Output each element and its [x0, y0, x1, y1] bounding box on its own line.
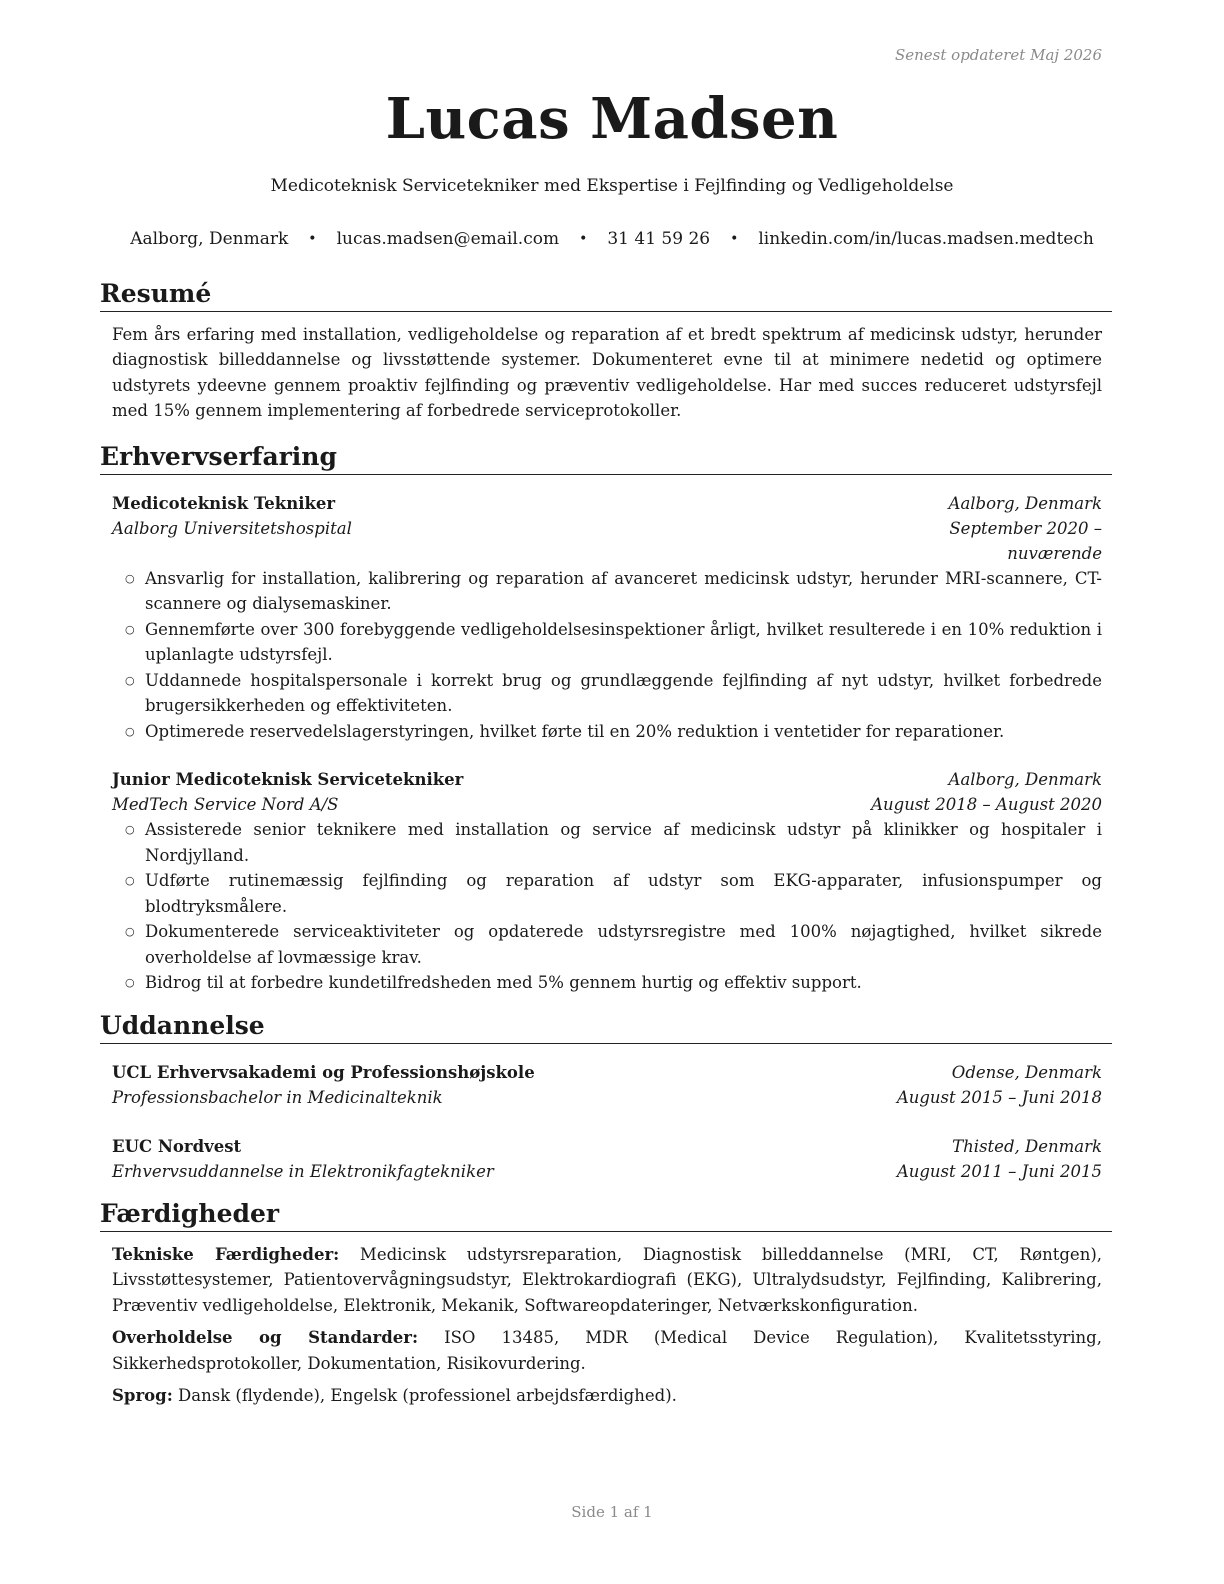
contact-phone: 31 41 59 26 [607, 229, 711, 249]
job-dates: August 2018 – August 2020 [871, 795, 1102, 815]
summary-text: Fem års erfaring med installation, vedligeholdelse og reparation af et bredt spektrum af medicinsk udstyr, herunder diagnostisk billeddannelse og livsstøttende systemer. Dokumenteret evne til at minimere nedetid og optimere udstyrets ydeevne gennem proaktiv fejlfinding og præventiv vedligeholdelse. Har med succes reduceret udstyrsfejl med 15% gennem implementering af forbedrede serviceprotokoller. [112, 324, 1102, 421]
job-location: Aalborg, Denmark [948, 770, 1102, 790]
skill-group [112, 1383, 1102, 1409]
skill-group [112, 1242, 1102, 1319]
list-item: ○ Assisterede senior teknikere med installation og service af medicinsk udstyr på klinikker og hospitaler i Nordjylland. [134, 817, 1102, 868]
job-bullets [112, 817, 1102, 996]
contact-line [0, 229, 1224, 249]
bullet-separator-icon: • [579, 231, 588, 247]
job-entry [112, 491, 1102, 745]
education-dates: August 2015 – Juni 2018 [896, 1087, 1102, 1107]
section-heading-education: Uddannelse [100, 1012, 1112, 1044]
school-name: EUC Nordvest [112, 1136, 242, 1156]
skill-group-label: Overholdelse og Standarder: [112, 1328, 419, 1348]
job-dates: September 2020 – nuværende [949, 518, 1102, 563]
skill-group-text: ISO 13485, MDR (Medical Device Regulation), Kvalitetsstyring, Sikkerhedsprotokoller, Dokumentation, Risikovurdering. [112, 1328, 1102, 1373]
school-name: UCL Erhvervsakademi og Professionshøjskole [112, 1062, 535, 1082]
skill-group-label: Tekniske Færdigheder: [112, 1244, 340, 1264]
education-dates: August 2011 – Juni 2015 [896, 1161, 1102, 1181]
skill-group-text: Medicinsk udstyrsreparation, Diagnostisk billeddannelse (MRI, CT, Røntgen), Livsstøttesystemer, Patientovervågningsudstyr, Elektrokardiografi (EKG), Ultralydsudstyr, Fejlfinding, Kalibrering, Præventiv vedligeholdelse, Elektronik, Mekanik, Softwareopdateringer, Netværkskonfiguration. [112, 1244, 1103, 1315]
skill-group [112, 1325, 1102, 1376]
list-item: ○ Bidrog til at forbedre kundetilfredsheden med 5% gennem hurtig og effektiv support. [134, 970, 1102, 996]
skill-group-label: Sprog: [112, 1386, 173, 1406]
hollow-bullet-icon: ○ [125, 673, 135, 687]
job-entry [112, 767, 1102, 996]
hollow-bullet-icon: ○ [125, 571, 135, 585]
hollow-bullet-icon: ○ [125, 823, 135, 837]
hollow-bullet-icon: ○ [125, 976, 135, 990]
hollow-bullet-icon: ○ [125, 622, 135, 636]
job-company: MedTech Service Nord A/S [112, 795, 339, 815]
skill-group-text: Dansk (flydende), Engelsk (professionel arbejdsfærdighed). [178, 1386, 677, 1406]
bullet-separator-icon: • [308, 231, 317, 247]
section-heading-summary: Resumé [100, 280, 1112, 312]
job-title: Medicoteknisk Tekniker [112, 493, 336, 513]
list-item: ○ Dokumenterede serviceaktiviteter og opdaterede udstyrsregistre med 100% nøjagtighed, hvilket sikrede overholdelse af lovmæssige krav. [134, 919, 1102, 970]
education-section [100, 1012, 1112, 1184]
page-number: Side 1 af 1 [571, 1503, 653, 1521]
section-heading-experience: Erhvervserfaring [100, 443, 1112, 475]
last-updated-note: Senest opdateret Maj 2026 [894, 46, 1102, 64]
list-item: ○ Uddannede hospitalspersonale i korrekt brug og grundlæggende fejlfinding af nyt udstyr, hvilket forbedrede brugersikkerheden og effektiviteten. [134, 668, 1102, 719]
contact-email[interactable]: lucas.madsen@email.com [336, 229, 560, 249]
degree: Professionsbachelor in Medicinalteknik [112, 1087, 443, 1107]
contact-linkedin[interactable]: linkedin.com/in/lucas.madsen.medtech [758, 229, 1094, 249]
skills-section [100, 1200, 1112, 1416]
degree: Erhvervsuddannelse in Elektronikfagtekniker [112, 1161, 494, 1181]
bullet-separator-icon: • [730, 231, 739, 247]
section-heading-skills: Færdigheder [100, 1200, 1112, 1232]
job-bullets [112, 566, 1102, 745]
professional-title: Medicoteknisk Servicetekniker med Ekspertise i Fejlfinding og Vedligeholdelse [270, 176, 954, 196]
list-item: ○ Gennemførte over 300 forebyggende vedligeholdelsesinspektioner årligt, hvilket resulterede i en 10% reduktion i uplanlagte udstyrsfejl. [134, 617, 1102, 668]
education-entry [112, 1134, 1102, 1184]
contact-location: Aalborg, Denmark [130, 229, 289, 249]
experience-section [100, 443, 1112, 996]
hollow-bullet-icon: ○ [125, 874, 135, 888]
list-item: ○ Ansvarlig for installation, kalibrering og reparation af avanceret medicinsk udstyr, herunder MRI-scannere, CT-scannere og dialysemaskiner. [134, 566, 1102, 617]
list-item: ○ Udførte rutinemæssig fejlfinding og reparation af udstyr som EKG-apparater, infusionspumper og blodtryksmålere. [134, 868, 1102, 919]
hollow-bullet-icon: ○ [125, 724, 135, 738]
hollow-bullet-icon: ○ [125, 925, 135, 939]
summary-section [100, 280, 1112, 424]
job-company: Aalborg Universitetshospital [112, 518, 352, 538]
school-location: Odense, Denmark [951, 1062, 1102, 1082]
education-entry [112, 1060, 1102, 1110]
list-item: ○ Optimerede reservedelslagerstyringen, hvilket førte til en 20% reduktion i ventetider for reparationer. [134, 719, 1102, 745]
job-location: Aalborg, Denmark [948, 493, 1102, 513]
job-title: Junior Medicoteknisk Servicetekniker [112, 770, 464, 790]
school-location: Thisted, Denmark [952, 1136, 1102, 1156]
person-name: Lucas Madsen [385, 86, 839, 152]
